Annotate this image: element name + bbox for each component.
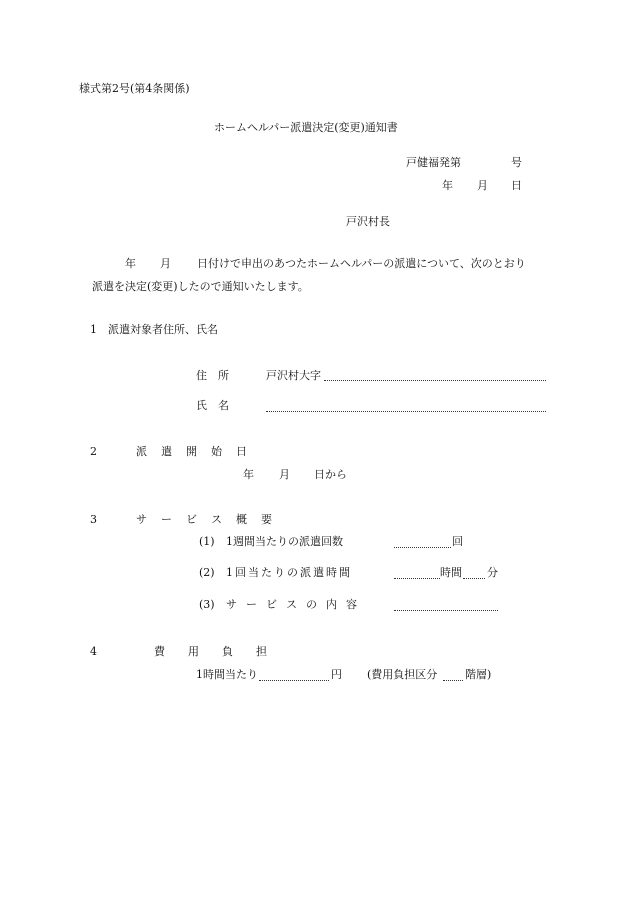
section4-heading: 4 費用負担 bbox=[90, 645, 290, 658]
date-month: 月 bbox=[477, 179, 488, 192]
per-hour-label: 1時間当たり bbox=[196, 668, 258, 681]
service-item-1-num: (1) bbox=[199, 535, 215, 548]
service-item-2-num: (2) bbox=[199, 566, 215, 579]
start-from: 日から bbox=[314, 468, 347, 481]
issuer: 戸沢村長 bbox=[346, 215, 390, 228]
category-field bbox=[443, 680, 463, 681]
doc-number-suffix: 号 bbox=[511, 156, 522, 169]
service-item-3-label: サービスの内容 bbox=[226, 598, 366, 611]
section3-heading: 3 サービス概要 bbox=[90, 513, 286, 526]
document-title: ホームヘルパー派遣決定(変更)通知書 bbox=[214, 121, 398, 134]
date-year: 年 bbox=[442, 179, 453, 192]
name-label: 氏 名 bbox=[196, 399, 229, 412]
minutes-field bbox=[463, 578, 485, 579]
start-year: 年 bbox=[243, 468, 254, 481]
yen-label: 円 bbox=[331, 668, 342, 681]
cost-field bbox=[259, 680, 329, 681]
visits-per-week-field bbox=[394, 547, 451, 548]
address-value: 戸沢村大字 bbox=[266, 369, 321, 382]
service-item-2-label: 1回当たりの派遣時間 bbox=[226, 566, 352, 579]
service-item-1-unit: 回 bbox=[452, 535, 463, 548]
category-close: 階層) bbox=[465, 668, 492, 681]
body-line1: 日付けで申出のあつたホームヘルパーの派遣について、次のとおり bbox=[197, 257, 526, 270]
start-month: 月 bbox=[279, 468, 290, 481]
body-year: 年 bbox=[125, 257, 136, 270]
service-item-2-minutes: 分 bbox=[487, 566, 498, 579]
date-day: 日 bbox=[511, 179, 522, 192]
body-line2: 派遣を決定(変更)したので通知いたします。 bbox=[92, 280, 309, 293]
doc-number-prefix: 戸健福発第 bbox=[406, 156, 461, 169]
hours-field bbox=[394, 578, 440, 579]
section1-heading: 1 派遣対象者住所、氏名 bbox=[90, 323, 218, 336]
service-item-2-hours: 時間 bbox=[440, 566, 462, 579]
service-content-field bbox=[394, 610, 498, 611]
service-item-3-num: (3) bbox=[199, 598, 215, 611]
address-field bbox=[324, 380, 546, 381]
name-field bbox=[266, 411, 546, 412]
body-month: 月 bbox=[160, 257, 171, 270]
form-id: 様式第2号(第4条関係) bbox=[79, 82, 190, 95]
address-label: 住 所 bbox=[196, 369, 229, 382]
service-item-1-label: 1週間当たりの派遣回数 bbox=[226, 535, 343, 548]
section2-heading: 2 派遣開始日 bbox=[90, 445, 261, 458]
category-label: (費用負担区分 bbox=[367, 668, 438, 681]
